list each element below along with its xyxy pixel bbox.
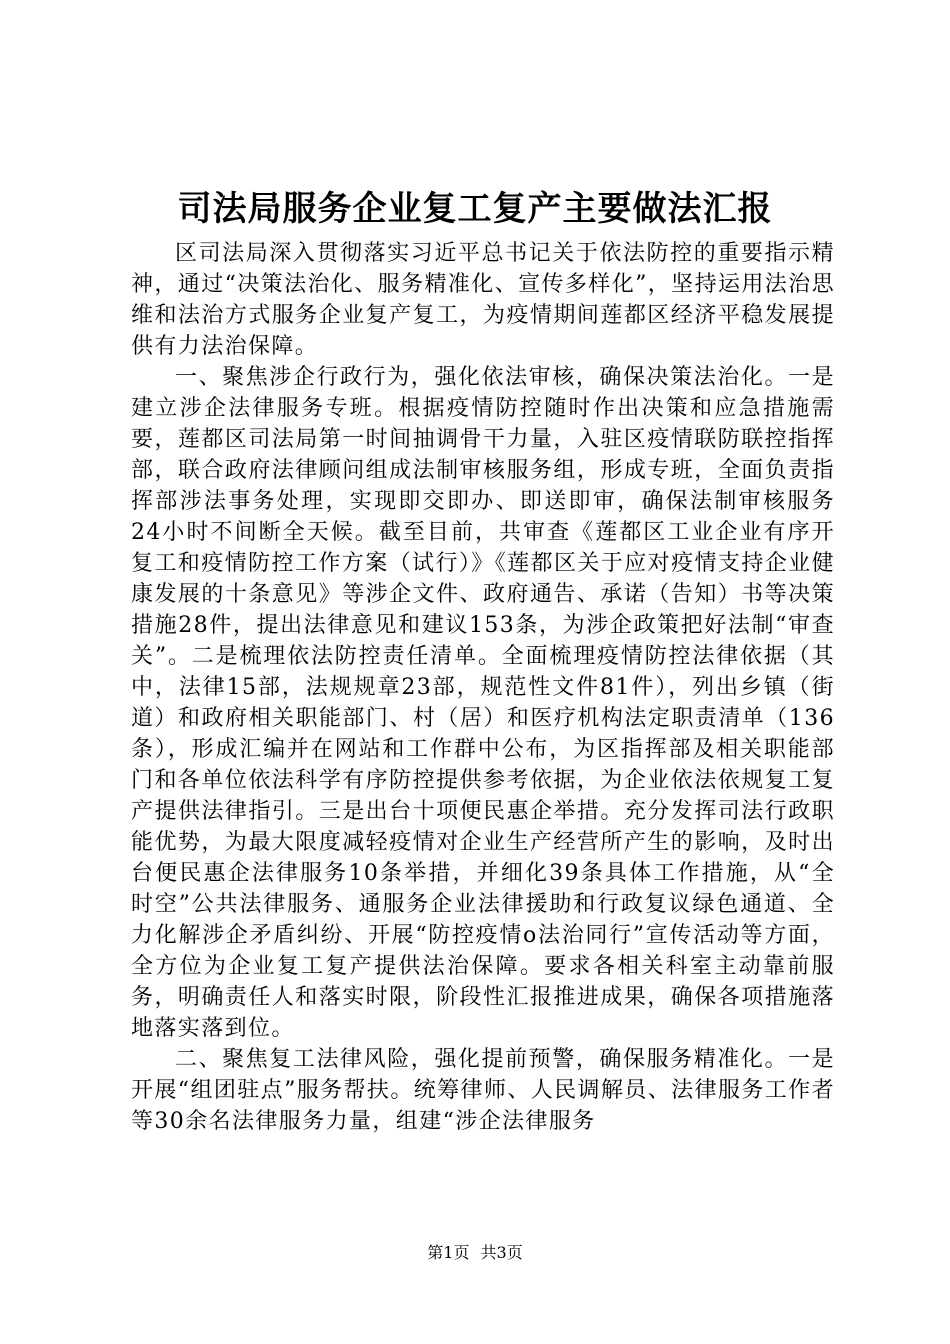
paragraph-intro: 区司法局深入贯彻落实习近平总书记关于依法防控的重要指示精神，通过“决策法治化、服务精准化、宣传多样化”，坚持运用法治思维和法治方式服务企业复产复工，为疫情期间莲都区经济平稳发展提供有力法治保障。	[131, 241, 835, 359]
page-number: 第1页	[427, 1243, 470, 1262]
document-body	[131, 238, 835, 1137]
document-title: 司法局服务企业复工复产主要做法汇报	[177, 189, 773, 229]
paragraph-section-2: 二、聚焦复工法律风险，强化提前预警，确保服务精准化。一是开展“组团驻点”服务帮扶。统筹律师、人民调解员、法律服务工作者等30余名法律服务力量，组建“涉企法律服务	[131, 1047, 835, 1134]
page-footer	[0, 1243, 950, 1263]
page-total: 共3页	[480, 1243, 523, 1262]
paragraph-section-1: 一、聚焦涉企行政行为，强化依法审核，确保决策法治化。一是建立涉企法律服务专班。根据疫情防控随时作出决策和应急措施需要，莲都区司法局第一时间抽调骨干力量，入驻区疫情联防联控指挥部，联合政府法律顾问组成法制审核服务组，形成专班，全面负责指挥部涉法事务处理，实现即交即办、即送即审，确保法制审核服务24小时不间断全天候。截至目前，共审查《莲都区工业企业有序开复工和疫情防控工作方案（试行）》《莲都区关于应对疫情支持企业健康发展的十条意见》等涉企文件、政府通告、承诺（告知）书等决策措施28件，提出法律意见和建议153条，为涉企政策把好法制“审查关”。二是梳理依法防控责任清单。全面梳理疫情防控法律依据（其中，法律15部，法规规章23部，规范性文件81件），列出乡镇（街道）和政府相关职能部门、村（居）和医疗机构法定职责清单（136条），形成汇编并在网站和工作群中公布，为区指挥部及相关职能部门和各单位依法科学有序防控提供参考依据，为企业依法依规复工复产提供法律指引。三是出台十项便民惠企举措。充分发挥司法行政职能优势，为最大限度减轻疫情对企业生产经营所产生的影响，及时出台便民惠企法律服务10条举措，并细化39条具体工作措施，从“全时空”公共法律服务、通服务企业法律援助和行政复议绿色通道、全力化解涉企矛盾纠纷、开展“防控疫情o法治同行”宣传活动等方面，全方位为企业复工复产提供法治保障。要求各相关科室主动靠前服务，明确责任人和落实时限，阶段性汇报推进成果，确保各项措施落地落实落到位。	[131, 365, 835, 1041]
